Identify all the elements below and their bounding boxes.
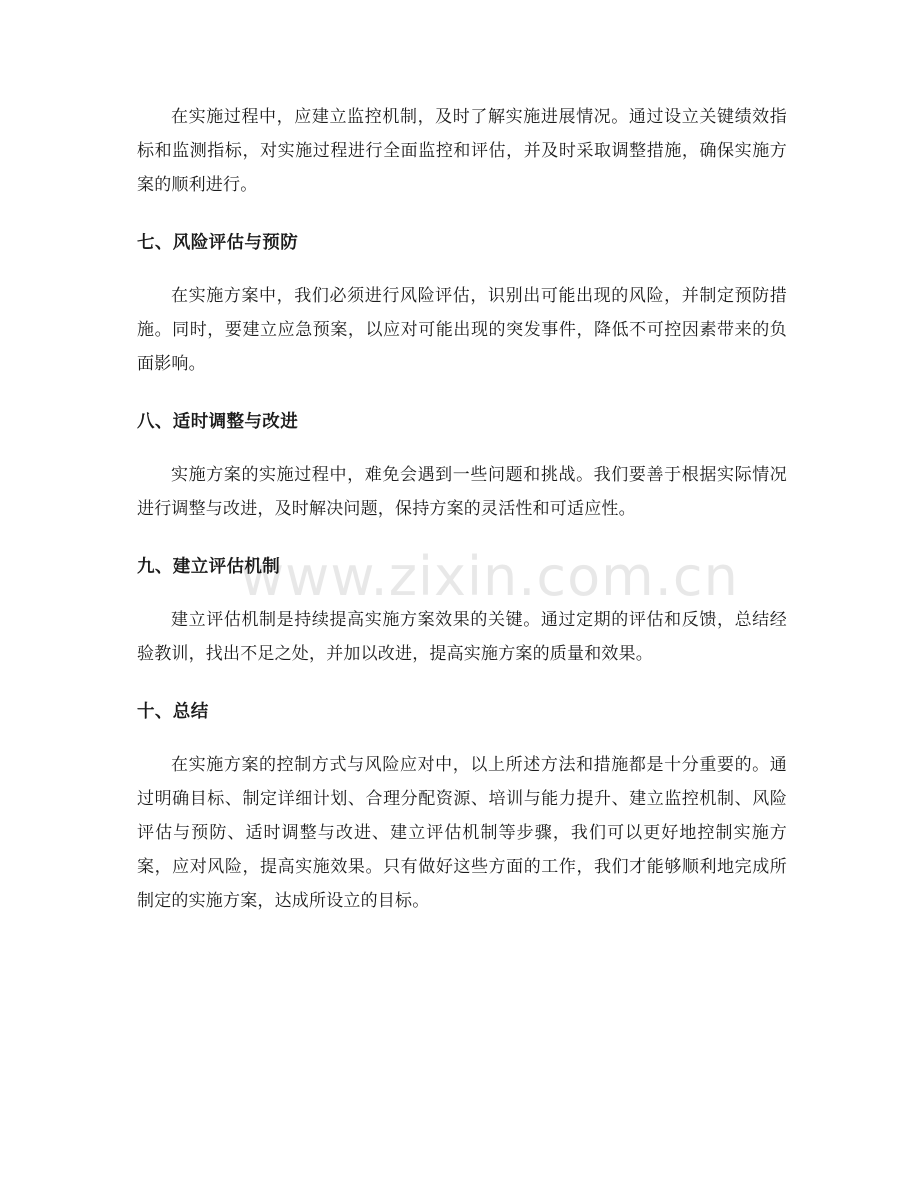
section-body-summary: 在实施方案的控制方式与风险应对中，以上所述方法和措施都是十分重要的。通过明确目标、制定详细计划、合理分配资源、培训与能力提升、建立监控机制、风险评估与预防、适时调整与改进、建立评估机制等步骤，我们可以更好地控制实施方案，应对风险，提高实施效果。只有做好这些方面的工作，我们才能够顺利地完成所制定的实施方案，达成所设立的目标。	[137, 755, 787, 911]
section-heading-risk-assessment: 七、风险评估与预防	[137, 233, 299, 253]
section-body-adjustment: 实施方案的实施过程中，难免会遇到一些问题和挑战。我们要善于根据实际情况进行调整与改进，及时解决问题，保持方案的灵活性和可适应性。	[137, 465, 787, 519]
section-heading-summary: 十、总结	[137, 702, 209, 722]
section-heading-adjustment: 八、适时调整与改进	[137, 412, 299, 432]
intro-paragraph: 在实施过程中，应建立监控机制，及时了解实施进展情况。通过设立关键绩效指标和监测指标，对实施过程进行全面监控和评估，并及时采取调整措施，确保实施方案的顺利进行。	[137, 107, 787, 195]
document-body	[137, 100, 787, 918]
section-body-evaluation: 建立评估机制是持续提高实施方案效果的关键。通过定期的评估和反馈，总结经验教训，找出不足之处，并加以改进，提高实施方案的质量和效果。	[137, 610, 787, 664]
section-body-risk-assessment: 在实施方案中，我们必须进行风险评估，识别出可能出现的风险，并制定预防措施。同时，要建立应急预案，以应对可能出现的突发事件，降低不可控因素带来的负面影响。	[137, 286, 787, 374]
watermark: www.zixin.com.cn	[240, 545, 739, 608]
section-heading-evaluation: 九、建立评估机制	[137, 557, 281, 577]
